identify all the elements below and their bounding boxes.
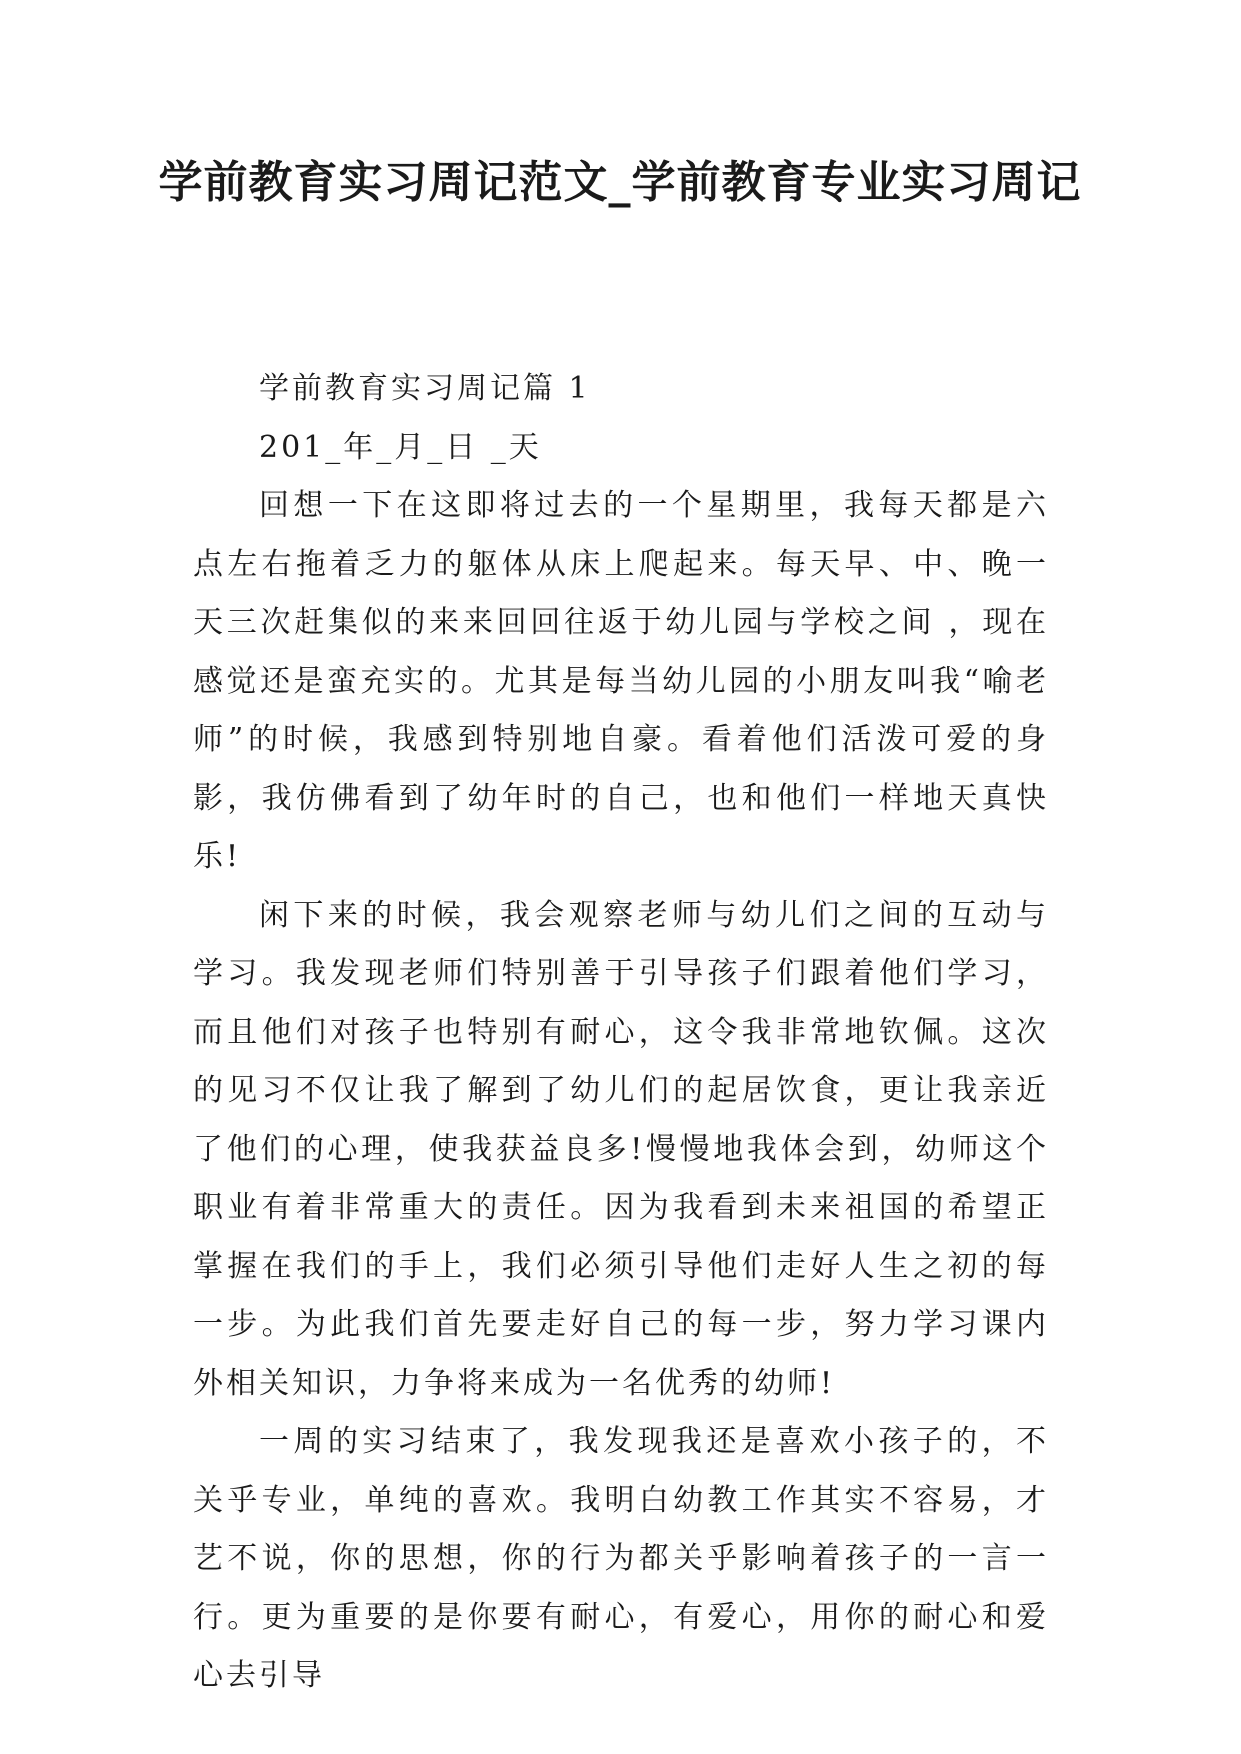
body-paragraph: 一周的实习结束了，我发现我还是喜欢小孩子的，不关乎专业，单纯的喜欢。我明白幼教工作其实不容易，才艺不说，你的思想，你的行为都关乎影响着孩子的一言一行。更为重要的是你要有耐心，有爱心，用你的耐心和爱心去引导 (193, 1424, 1049, 1693)
document-title: 学前教育实习周记范文_学前教育专业实习周记 (158, 157, 1082, 208)
section-heading: 学前教育实习周记篇 1 (259, 371, 591, 406)
body-paragraph: 回想一下在这即将过去的一个星期里，我每天都是六点左右拖着乏力的躯体从床上爬起来。每天早、中、晚一天三次赶集似的来来回回往返于幼儿园与学校之间 ，现在感觉还是蛮充实的。尤其是每当幼儿园的小朋友叫我“喻老师”的时候，我感到特别地自豪。看着他们活泼可爱的身影，我仿佛看到了幼年时的自己，也和他们一样地天真快乐! (193, 488, 1049, 874)
body-paragraph: 闲下来的时候，我会观察老师与幼儿们之间的互动与学习。我发现老师们特别善于引导孩子们跟着他们学习，而且他们对孩子也特别有耐心，这令我非常地钦佩。这次的见习不仅让我了解到了幼儿们的起居饮食，更让我亲近了他们的心理，使我获益良多!慢慢地我体会到，幼师这个职业有着非常重大的责任。因为我看到未来祖国的希望正掌握在我们的手上，我们必须引导他们走好人生之初的每一步。为此我们首先要走好自己的每一步，努力学习课内外相关知识，力争将来成为一名优秀的幼师! (193, 897, 1049, 1401)
document-body (193, 360, 1049, 1706)
date-line: 201_年_月_日 _天 (259, 429, 542, 465)
